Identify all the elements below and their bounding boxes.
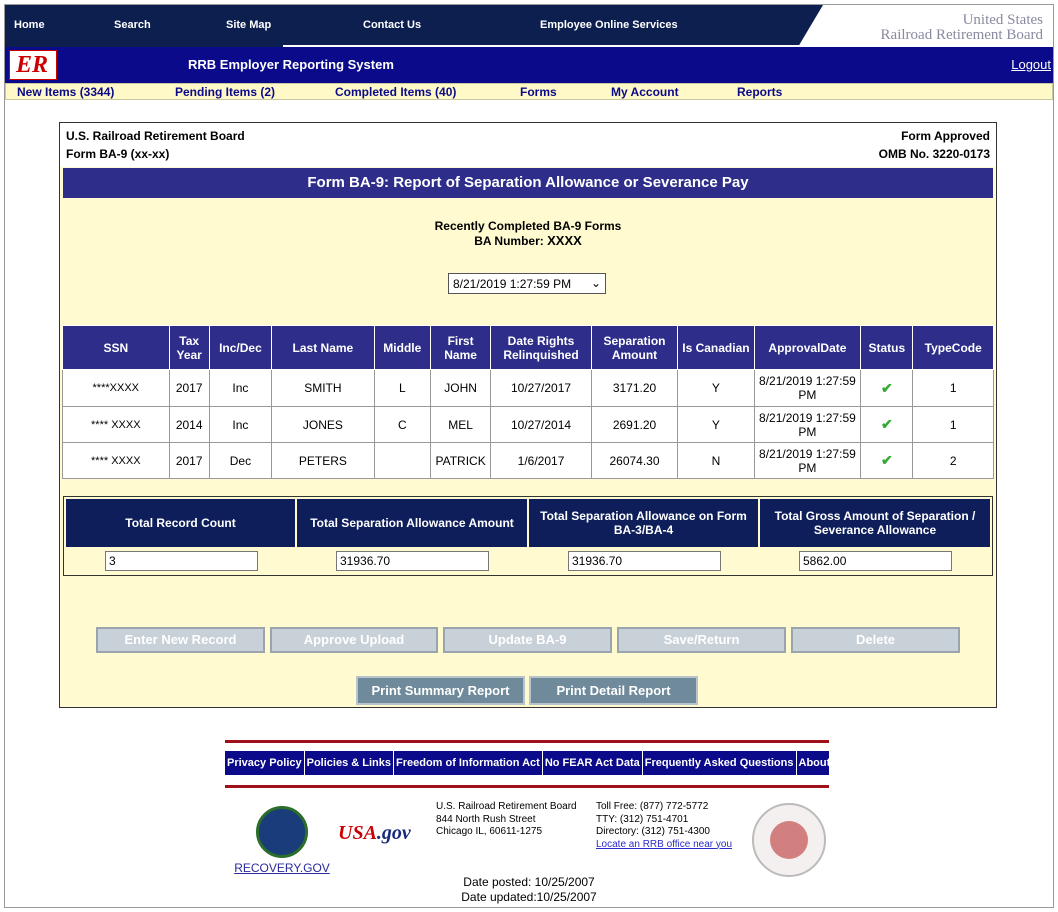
menu-reports[interactable]: Reports: [737, 85, 783, 99]
col-inc-dec: Inc/Dec: [209, 326, 271, 370]
col-type-code: TypeCode: [913, 326, 994, 370]
rrb-seal-eagle-icon: [770, 821, 808, 859]
ba-number-line: [60, 233, 996, 248]
cell-inc-dec: Inc: [209, 370, 271, 407]
footer-about-us[interactable]: About Us: [798, 757, 848, 769]
cell-tax-year: 2014: [169, 407, 209, 443]
usa-gov-logo[interactable]: [338, 822, 411, 845]
date-updated: Date updated:10/25/2007: [461, 890, 597, 904]
cell-type-code: 2: [913, 443, 994, 479]
cell-ssn: **** XXXX: [63, 443, 170, 479]
nav-site-map[interactable]: Site Map: [226, 19, 272, 31]
nav-employee-online-services[interactable]: Employee Online Services: [540, 19, 678, 31]
footer-divider-top: [225, 740, 829, 743]
completed-date-select[interactable]: [448, 273, 606, 294]
cell-last-name: JONES: [272, 407, 375, 443]
cell-approval-date: 8/21/2019 1:27:59 PM: [754, 370, 861, 407]
er-logo[interactable]: [9, 50, 57, 80]
cell-tax-year: 2017: [169, 443, 209, 479]
cell-status: [861, 443, 913, 479]
recent-label: Recently Completed BA-9 Forms: [434, 219, 622, 233]
cell-status: [861, 407, 913, 443]
date-posted: Date posted: 10/25/2007: [463, 875, 595, 889]
ba-number-label: BA Number:: [474, 234, 544, 248]
col-separation-amount: Separation Amount: [591, 326, 677, 370]
agency-line2: Railroad Retirement Board: [880, 27, 1043, 43]
delete-button[interactable]: Delete: [791, 627, 960, 653]
check-icon: ✔: [880, 452, 893, 468]
col-middle: Middle: [374, 326, 430, 370]
agency-banner[interactable]: [823, 5, 1053, 47]
footer-faq[interactable]: Frequently Asked Questions: [643, 751, 797, 775]
address-line: U.S. Railroad Retirement Board: [436, 801, 577, 812]
cell-date-rights: 10/27/2014: [491, 407, 592, 443]
cell-date-rights: 10/27/2017: [491, 370, 592, 407]
locate-office-link[interactable]: Locate an RRB office near you: [596, 838, 733, 850]
recent-forms-heading: [60, 219, 996, 248]
phone-line: Directory: (312) 751-4300: [596, 826, 710, 837]
total-record-count-label: Total Record Count: [66, 499, 295, 547]
cell-separation-amount: 3171.20: [591, 370, 677, 407]
total-ba3-field[interactable]: [568, 551, 721, 571]
phone-line: TTY: (312) 751-4701: [596, 813, 689, 825]
omb-number: OMB No. 3220-0173: [878, 147, 990, 161]
rrb-seal-icon: [752, 803, 826, 877]
col-status: Status: [861, 326, 913, 370]
cell-first-name: MEL: [430, 407, 490, 443]
records-table: [62, 325, 994, 479]
agency-line1: United States: [962, 12, 1043, 28]
menu-my-account[interactable]: My Account: [611, 85, 679, 99]
cell-last-name: SMITH: [272, 370, 375, 407]
total-record-count-field[interactable]: [105, 551, 258, 571]
update-ba9-button[interactable]: Update BA-9: [443, 627, 612, 653]
cell-status: [861, 370, 913, 407]
col-last-name: Last Name: [272, 326, 375, 370]
cell-middle: L: [374, 370, 430, 407]
table-row[interactable]: [63, 407, 994, 443]
check-icon: ✔: [880, 416, 893, 432]
col-tax-year: Tax Year: [169, 326, 209, 370]
cell-separation-amount: 2691.20: [591, 407, 677, 443]
total-gross-label: Total Gross Amount of Separation / Severance Allowance: [760, 499, 990, 547]
cell-ssn: **** XXXX: [63, 407, 170, 443]
address-line: Chicago IL, 60611-1275: [436, 826, 543, 837]
chevron-down-icon: ⌄: [590, 276, 601, 290]
footer-phones: [596, 801, 732, 851]
cell-is-canadian: Y: [678, 407, 754, 443]
form-agency: U.S. Railroad Retirement Board: [66, 129, 245, 143]
footer-privacy-policy[interactable]: Privacy Policy: [225, 751, 305, 775]
approve-upload-button[interactable]: Approve Upload: [270, 627, 438, 653]
form-title: Form BA-9: Report of Separation Allowance or Severance Pay: [63, 168, 993, 198]
cell-approval-date: 8/21/2019 1:27:59 PM: [754, 443, 861, 479]
cell-middle: C: [374, 407, 430, 443]
check-icon: ✔: [880, 379, 893, 396]
enter-new-record-button[interactable]: Enter New Record: [96, 627, 265, 653]
form-id: Form BA-9 (xx-xx): [66, 147, 170, 161]
cell-first-name: PATRICK: [430, 443, 490, 479]
top-nav: [5, 5, 1053, 47]
cell-separation-amount: 26074.30: [591, 443, 677, 479]
footer-address: [436, 801, 577, 839]
total-separation-amount-field[interactable]: [336, 551, 489, 571]
phone-line: Toll Free: (877) 772-5772: [596, 801, 709, 812]
col-is-canadian: Is Canadian: [678, 326, 754, 370]
form-panel: [59, 122, 997, 708]
cell-type-code: 1: [913, 370, 994, 407]
total-ba3-label: Total Separation Allowance on Form BA-3/BA-4: [529, 499, 758, 547]
cell-date-rights: 1/6/2017: [491, 443, 592, 479]
ba-number-value: XXXX: [547, 233, 582, 248]
cell-type-code: 1: [913, 407, 994, 443]
cell-ssn: ****XXXX: [63, 370, 170, 407]
cell-first-name: JOHN: [430, 370, 490, 407]
col-approval-date: ApprovalDate: [754, 326, 861, 370]
table-row[interactable]: [63, 370, 994, 407]
footer-policies-links[interactable]: Policies & Links: [305, 751, 394, 775]
cell-approval-date: 8/21/2019 1:27:59 PM: [754, 407, 861, 443]
recovery-seal-icon: [256, 806, 308, 858]
total-separation-amount-label: Total Separation Allowance Amount: [297, 499, 527, 547]
table-row[interactable]: [63, 443, 994, 479]
address-line: 844 North Rush Street: [436, 813, 536, 825]
cell-tax-year: 2017: [169, 370, 209, 407]
footer-divider-bottom: [225, 785, 829, 788]
footer-no-fear[interactable]: No FEAR Act Data: [543, 751, 643, 775]
header-band: [5, 47, 1053, 83]
footer-links: [225, 751, 848, 775]
form-header: [60, 123, 996, 167]
footer-foia[interactable]: Freedom of Information Act: [394, 751, 543, 775]
nav-search[interactable]: Search: [114, 19, 151, 31]
logout-link[interactable]: Logout: [1011, 57, 1051, 72]
col-ssn: SSN: [63, 326, 170, 370]
cell-last-name: PETERS: [272, 443, 375, 479]
nav-contact-us[interactable]: Contact Us: [363, 19, 422, 31]
save-return-button[interactable]: Save/Return: [617, 627, 786, 653]
sub-menu: [5, 83, 1053, 100]
print-detail-report-button[interactable]: Print Detail Report: [529, 676, 698, 705]
menu-pending-items[interactable]: Pending Items (2): [175, 85, 276, 99]
recovery-gov-link[interactable]: RECOVERY.GOV: [234, 861, 330, 875]
cell-middle: [374, 443, 430, 479]
nav-home[interactable]: Home: [14, 19, 45, 31]
menu-forms[interactable]: Forms: [520, 85, 557, 99]
cell-is-canadian: N: [678, 443, 754, 479]
cell-is-canadian: Y: [678, 370, 754, 407]
menu-new-items[interactable]: New Items (3344): [17, 85, 115, 99]
totals-panel: [63, 496, 993, 576]
col-first-name: First Name: [430, 326, 490, 370]
usa-gov-logo-a: USA: [338, 822, 377, 844]
usa-gov-logo-b: .gov: [376, 822, 411, 844]
table-header-row: [63, 326, 994, 370]
form-approved: Form Approved: [901, 129, 990, 143]
system-title: RRB Employer Reporting System: [188, 57, 394, 72]
recovery-gov[interactable]: [227, 806, 337, 875]
cell-inc-dec: Inc: [209, 407, 271, 443]
total-gross-field[interactable]: [799, 551, 952, 571]
menu-completed-items[interactable]: Completed Items (40): [335, 85, 457, 99]
cell-inc-dec: Dec: [209, 443, 271, 479]
col-date-rights: Date Rights Relinquished: [491, 326, 592, 370]
er-logo-text: ER: [16, 52, 49, 78]
print-summary-report-button[interactable]: Print Summary Report: [356, 676, 525, 705]
selected-date: 8/21/2019 1:27:59 PM: [453, 277, 572, 291]
